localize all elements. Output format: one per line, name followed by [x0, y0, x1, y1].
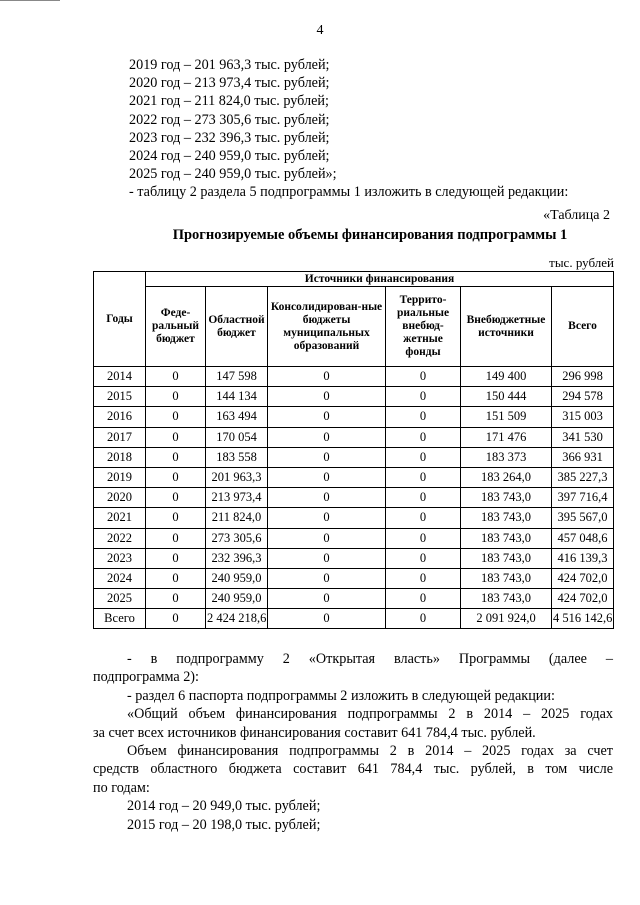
- table-cell: 201 963,3: [206, 467, 268, 487]
- table-cell: 273 305,6: [206, 528, 268, 548]
- table-cell: 2023: [94, 548, 146, 568]
- table-cell: 0: [268, 447, 386, 467]
- table-cell: 0: [386, 528, 461, 548]
- table-cell: 0: [386, 427, 461, 447]
- table-cell: 0: [268, 589, 386, 609]
- table-cell: 0: [146, 609, 206, 629]
- table-cell: 2020: [94, 488, 146, 508]
- table-cell: 163 494: [206, 407, 268, 427]
- year-line: 2019 год – 201 963,3 тыс. рублей;: [129, 57, 330, 73]
- table-cell: 0: [146, 488, 206, 508]
- year-line: 2023 год – 232 396,3 тыс. рублей;: [129, 129, 330, 146]
- table-cell: 2017: [94, 427, 146, 447]
- header-total: Всего: [552, 287, 614, 367]
- table-cell: 0: [386, 407, 461, 427]
- table-cell: 151 509: [461, 407, 552, 427]
- table-cell: 0: [146, 589, 206, 609]
- header-sources-group: Источники финансирования: [146, 272, 614, 287]
- table-cell: 424 702,0: [552, 568, 614, 588]
- table-cell: 149 400: [461, 367, 552, 387]
- table-cell: 294 578: [552, 387, 614, 407]
- table-cell: 183 743,0: [461, 589, 552, 609]
- table-cell: 2015: [94, 387, 146, 407]
- table-cell: 395 567,0: [552, 508, 614, 528]
- table-cell: 0: [268, 387, 386, 407]
- table-row: [94, 488, 614, 508]
- table-cell: 0: [386, 367, 461, 387]
- table-cell: 2022: [94, 528, 146, 548]
- table-cell: 150 444: [461, 387, 552, 407]
- year-line: 2020 год – 213 973,4 тыс. рублей;: [129, 75, 330, 92]
- table-cell: 183 743,0: [461, 488, 552, 508]
- table-cell: 2019: [94, 467, 146, 487]
- table-cell: 183 373: [461, 447, 552, 467]
- table-cell: 171 476: [461, 427, 552, 447]
- table-cell: 0: [268, 488, 386, 508]
- table-cell: 170 054: [206, 427, 268, 447]
- table-row: [94, 387, 614, 407]
- table-cell: 385 227,3: [552, 467, 614, 487]
- table-cell: 0: [146, 367, 206, 387]
- table-row: [94, 609, 614, 629]
- tail-p3-line2: за счет всех источников финансирования составит 641 784,4 тыс. рублей.: [93, 724, 536, 741]
- scan-corner-line: [0, 0, 60, 1]
- table-cell: 0: [386, 488, 461, 508]
- year-list: [113, 56, 618, 202]
- table-cell: 0: [146, 387, 206, 407]
- table-cell: 0: [146, 548, 206, 568]
- table-cell: 240 959,0: [206, 589, 268, 609]
- table-cell: 2024: [94, 568, 146, 588]
- tail-p4-line3: по годам:: [93, 779, 150, 796]
- table-cell: 0: [386, 447, 461, 467]
- table-cell: 0: [146, 407, 206, 427]
- tail-p3-line1: «Общий объем финансирования подпрограммы 2 в 2014 – 2025 годах: [127, 706, 613, 723]
- table-cell: 0: [268, 467, 386, 487]
- table-cell: 183 743,0: [461, 548, 552, 568]
- table-cell: 296 998: [552, 367, 614, 387]
- table-cell: 0: [386, 548, 461, 568]
- year-line: 2025 год – 240 959,0 тыс. рублей»;: [129, 166, 337, 183]
- table-cell: 0: [146, 447, 206, 467]
- table-cell: 341 530: [552, 427, 614, 447]
- tail-p1-line2: подпрограмма 2):: [93, 669, 199, 686]
- table-cell: 2 424 218,6: [206, 609, 268, 629]
- table-cell: 240 959,0: [206, 568, 268, 588]
- table-row: [94, 467, 614, 487]
- table-cell: 0: [146, 508, 206, 528]
- table-row: [94, 528, 614, 548]
- year-line: 2021 год – 211 824,0 тыс. рублей;: [129, 93, 329, 110]
- year-line: 2024 год – 240 959,0 тыс. рублей;: [129, 148, 330, 165]
- table-cell: 0: [386, 387, 461, 407]
- header-federal: Феде-ральный бюджет: [146, 287, 206, 367]
- table-cell: 183 558: [206, 447, 268, 467]
- table-cell: 0: [268, 407, 386, 427]
- table-row: [94, 407, 614, 427]
- table-cell: 424 702,0: [552, 589, 614, 609]
- table-cell: 0: [268, 568, 386, 588]
- table-cell: 183 743,0: [461, 568, 552, 588]
- page-number: 4: [316, 23, 324, 38]
- table-cell: 0: [268, 609, 386, 629]
- table-cell: 183 264,0: [461, 467, 552, 487]
- table-cell: 0: [386, 568, 461, 588]
- table-cell: 2016: [94, 407, 146, 427]
- table-cell: 0: [268, 427, 386, 447]
- table-row: [94, 447, 614, 467]
- table-cell: 211 824,0: [206, 508, 268, 528]
- table-cell: 0: [268, 548, 386, 568]
- tail-p1-line1: - в подпрограмму 2 «Открытая власть» Программы (далее –: [127, 651, 613, 667]
- table-cell: 0: [386, 609, 461, 629]
- tail-p4-line1: Объем финансирования подпрограммы 2 в 2014 – 2025 годах за счет: [127, 743, 613, 760]
- header-extrabudget: Внебюджетные источники: [461, 287, 552, 367]
- table-cell: 2021: [94, 508, 146, 528]
- table-row: [94, 367, 614, 387]
- table-cell: 183 743,0: [461, 528, 552, 548]
- table-cell: 0: [146, 528, 206, 548]
- header-territorial: Террито-риальные внебюд-жетные фонды: [386, 287, 461, 367]
- table-cell: Всего: [94, 609, 146, 629]
- table-body: [94, 367, 614, 629]
- table-cell: 457 048,6: [552, 528, 614, 548]
- tail-p4-line2: средств областного бюджета составит 641 784,4 тыс. рублей, в том числе: [93, 761, 613, 778]
- tail-p2: - раздел 6 паспорта подпрограммы 2 изложить в следующей редакции:: [127, 687, 555, 704]
- table-cell: 4 516 142,6: [552, 609, 614, 629]
- table-row: [94, 568, 614, 588]
- table-cell: 0: [386, 589, 461, 609]
- financing-table: [93, 271, 614, 629]
- table-cell: 315 003: [552, 407, 614, 427]
- table-cell: 183 743,0: [461, 508, 552, 528]
- header-regional: Областной бюджет: [206, 287, 268, 367]
- table-cell: 2025: [94, 589, 146, 609]
- table-cell: 0: [268, 367, 386, 387]
- table-label: «Таблица 2: [543, 208, 610, 223]
- table-cell: 2 091 924,0: [461, 609, 552, 629]
- table-title: Прогнозируемые объемы финансирования подпрограммы 1: [172, 227, 568, 243]
- tail-year-2014: 2014 год – 20 949,0 тыс. рублей;: [127, 798, 321, 815]
- table-cell: 366 931: [552, 447, 614, 467]
- table-cell: 0: [146, 467, 206, 487]
- table-cell: 0: [268, 508, 386, 528]
- table-cell: 213 973,4: [206, 488, 268, 508]
- table-cell: 0: [386, 508, 461, 528]
- table-cell: 0: [386, 467, 461, 487]
- table-cell: 2018: [94, 447, 146, 467]
- table-cell: 416 139,3: [552, 548, 614, 568]
- table-row: [94, 508, 614, 528]
- table-cell: 0: [146, 427, 206, 447]
- table-cell: 144 134: [206, 387, 268, 407]
- table-cell: 0: [146, 568, 206, 588]
- table-row: [94, 548, 614, 568]
- table-row: [94, 589, 614, 609]
- tail-text: [93, 650, 613, 834]
- table-cell: 2014: [94, 367, 146, 387]
- table-cell: 232 396,3: [206, 548, 268, 568]
- header-municipal: Консолидирован-ные бюджеты муниципальных образований: [268, 287, 386, 367]
- year-line: 2022 год – 273 305,6 тыс. рублей;: [129, 111, 330, 128]
- tail-year-2015: 2015 год – 20 198,0 тыс. рублей;: [127, 816, 321, 833]
- table-cell: 0: [268, 528, 386, 548]
- table-cell: 397 716,4: [552, 488, 614, 508]
- instruction-line: - таблицу 2 раздела 5 подпрограммы 1 изложить в следующей редакции:: [129, 184, 569, 201]
- table-row: [94, 427, 614, 447]
- header-years: Годы: [94, 272, 146, 367]
- table-cell: 147 598: [206, 367, 268, 387]
- units-label: тыс. рублей: [549, 255, 614, 270]
